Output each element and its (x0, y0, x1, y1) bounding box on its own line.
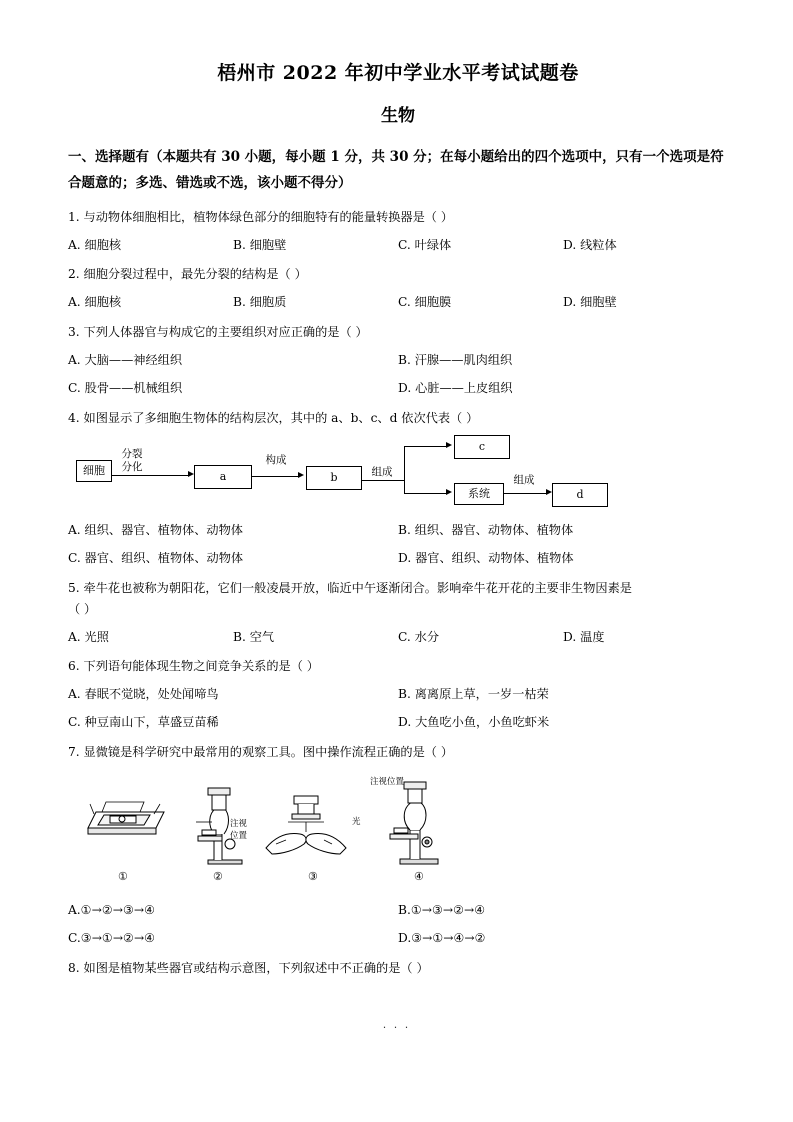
option-a[interactable]: A. 光照 (68, 629, 109, 644)
diagram-node-a: a (194, 465, 252, 489)
question-options (68, 628, 728, 647)
question-6 (68, 657, 728, 732)
option-b[interactable]: B. 细胞壁 (233, 237, 287, 252)
page-footer-dots: · · · (382, 1021, 411, 1034)
page-title: 梧州市 2022 年初中学业水平考试试题卷 (217, 62, 579, 84)
question-stem: 6. 下列语句能体现生物之间竞争关系的是（ ） (68, 659, 319, 674)
option-d[interactable]: D. 器官、组织、动物体、植物体 (398, 550, 574, 565)
question-options-row2 (68, 549, 728, 568)
question-stem: 2. 细胞分裂过程中，最先分裂的结构是（ ） (68, 267, 307, 282)
question-4 (68, 409, 728, 568)
diagram-label-zucheng-2: 组成 (513, 473, 535, 486)
figure-caption-4: ④ (414, 870, 424, 884)
figure-note-weizhi-1: 位置 (230, 831, 248, 842)
option-c[interactable]: C. 叶绿体 (398, 237, 452, 252)
option-d[interactable]: D.③→①→④→② (398, 930, 486, 945)
diagram-branch-v (404, 446, 405, 494)
question-options-row1 (68, 351, 728, 370)
option-b[interactable]: B.①→③→②→④ (398, 903, 486, 918)
diagram-branch-h (362, 480, 404, 481)
diagram-arrow-head-c (446, 442, 452, 448)
diagram-label-zucheng-1: 组成 (371, 465, 393, 478)
option-c[interactable]: C. 水分 (398, 629, 440, 644)
microscope-figure-svg (80, 772, 500, 882)
figure-note-guang: 光 (352, 817, 361, 828)
option-a[interactable]: A.①→②→③→④ (68, 903, 156, 918)
question-options-row1 (68, 901, 728, 920)
diagram-label-fenlie: 分裂 (121, 447, 143, 460)
diagram-label-goucheng: 构成 (265, 453, 287, 466)
diagram-node-d: d (552, 483, 608, 507)
option-c[interactable]: C.③→①→②→④ (68, 930, 156, 945)
question-3 (68, 323, 728, 398)
question-8 (68, 959, 728, 978)
figure-note-zhushi-weizhi: 注视位置 (370, 777, 405, 788)
option-a[interactable]: A. 细胞核 (68, 295, 122, 310)
question-options-row1 (68, 521, 728, 540)
option-a[interactable]: A. 大脑——神经组织 (68, 353, 183, 368)
section-heading: 一、选择题有（本题共有 30 小题，每小题 1 分，共 30 分；在每小题给出的四个选项中，只有一个选项是符合题意的；多选、错选或不选，该小题不得分） (68, 149, 724, 192)
option-d[interactable]: D. 心脏——上皮组织 (398, 381, 513, 396)
option-d[interactable]: D. 细胞壁 (563, 295, 617, 310)
diagram-node-b: b (306, 466, 362, 490)
option-b[interactable]: B. 汗腺——肌肉组织 (398, 353, 513, 368)
diagram-arrow-head-sys (446, 489, 452, 495)
question-2 (68, 265, 728, 312)
question-5 (68, 579, 728, 647)
option-c[interactable]: C. 种豆南山下，草盛豆苗稀 (68, 715, 219, 730)
diagram-label-fenhua: 分化 (121, 460, 143, 473)
option-d[interactable]: D. 线粒体 (563, 237, 617, 252)
question-options (68, 236, 728, 255)
option-b[interactable]: B. 离离原上草，一岁一枯荣 (398, 687, 549, 702)
figure-note-zhushi-1: 注视 (230, 819, 248, 830)
question-stem-cont: （ ） (68, 601, 97, 616)
diagram-node-system: 系统 (454, 483, 504, 505)
figure-caption-1: ① (118, 870, 128, 884)
diagram-branch-to-c (404, 446, 448, 447)
figure-caption-2: ② (213, 870, 223, 884)
diagram-arrow-line-2 (252, 476, 300, 477)
option-d[interactable]: D. 大鱼吃小鱼，小鱼吃虾米 (398, 715, 550, 730)
diagram-arrow-line-1 (112, 475, 190, 476)
question-1 (68, 208, 728, 255)
diagram-node-c: c (454, 435, 510, 459)
option-c[interactable]: C. 细胞膜 (398, 295, 452, 310)
structure-levels-diagram (76, 440, 728, 512)
microscope-operation-figure (80, 772, 728, 892)
option-a[interactable]: A. 细胞核 (68, 237, 122, 252)
option-a[interactable]: A. 组织、器官、植物体、动物体 (68, 522, 243, 537)
option-b[interactable]: B. 组织、器官、动物体、植物体 (398, 522, 574, 537)
question-7 (68, 743, 728, 948)
question-stem: 5. 牵牛花也被称为朝阳花，它们一般凌晨开放，临近中午逐渐闭合。影响牵牛花开花的主要非生物因素是 (68, 580, 632, 595)
question-options (68, 293, 728, 312)
question-stem: 4. 如图显示了多细胞生物体的结构层次，其中的 a、b、c、d 依次代表（ ） (68, 410, 479, 425)
option-b[interactable]: B. 细胞质 (233, 295, 287, 310)
option-d[interactable]: D. 温度 (563, 629, 605, 644)
page-content (68, 58, 728, 980)
question-stem: 1. 与动物体细胞相比，植物体绿色部分的细胞特有的能量转换器是（ ） (68, 209, 454, 224)
question-stem: 7. 显微镜是科学研究中最常用的观察工具。图中操作流程正确的是（ ） (68, 745, 454, 760)
option-c[interactable]: C. 器官、组织、植物体、动物体 (68, 550, 244, 565)
figure-caption-3: ③ (308, 870, 318, 884)
question-options-row2 (68, 379, 728, 398)
diagram-node-cell: 细胞 (76, 460, 112, 482)
question-stem: 3. 下列人体器官与构成它的主要组织对应正确的是（ ） (68, 325, 368, 340)
question-options-row2 (68, 713, 728, 732)
question-stem: 8. 如图是植物某些器官或结构示意图，下列叙述中不正确的是（ ） (68, 960, 429, 975)
option-a[interactable]: A. 春眠不觉晓，处处闻啼鸟 (68, 687, 219, 702)
page-subject: 生物 (381, 106, 415, 126)
option-c[interactable]: C. 股骨——机械组织 (68, 381, 183, 396)
diagram-arrow-line-3 (504, 493, 548, 494)
diagram-arrow-head-2 (298, 472, 304, 478)
question-options-row2 (68, 929, 728, 948)
option-b[interactable]: B. 空气 (233, 629, 275, 644)
question-options-row1 (68, 685, 728, 704)
diagram-branch-to-sys (404, 493, 448, 494)
